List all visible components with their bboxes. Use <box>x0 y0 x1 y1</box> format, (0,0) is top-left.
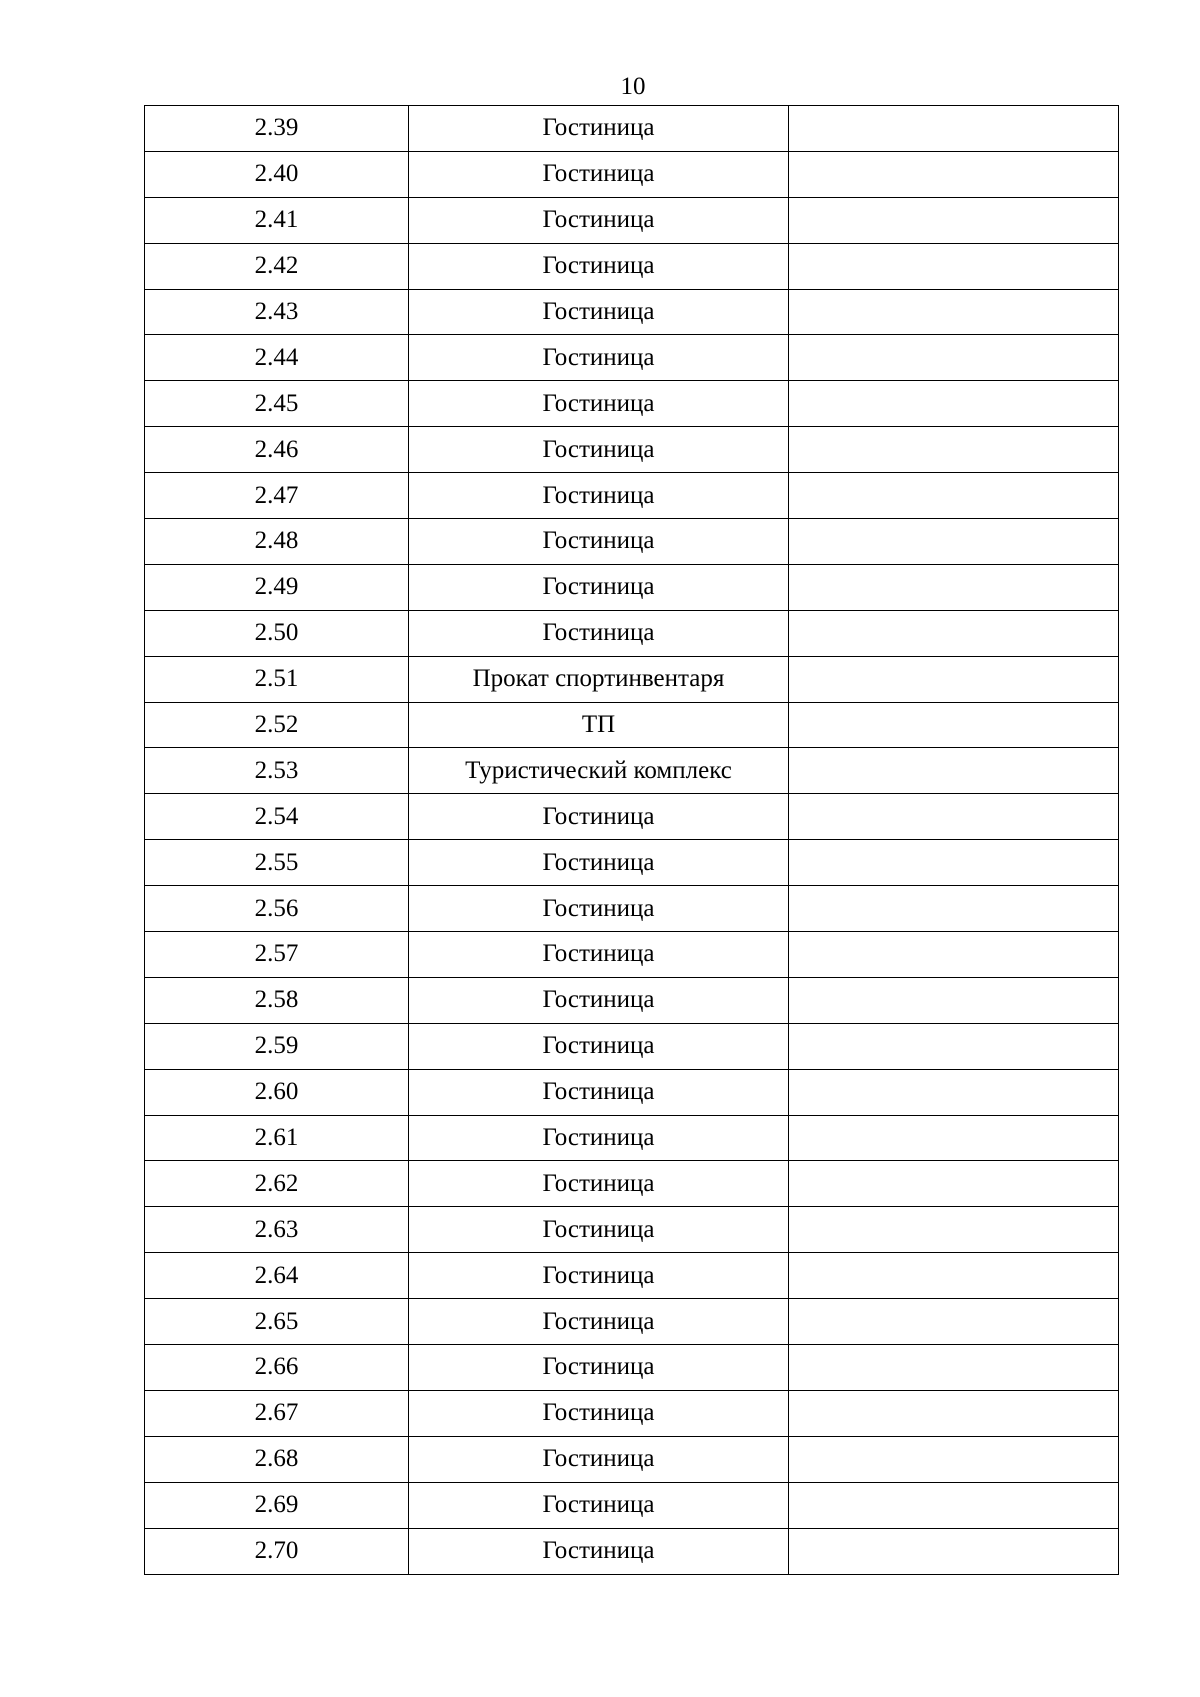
object-name-cell: Гостиница <box>409 289 789 335</box>
object-name-cell: Гостиница <box>409 1482 789 1528</box>
row-number-cell: 2.39 <box>145 106 409 152</box>
table-row <box>145 977 1119 1023</box>
table-row <box>145 1023 1119 1069</box>
object-name-cell: Гостиница <box>409 1299 789 1345</box>
table-row <box>145 702 1119 748</box>
empty-cell <box>789 1069 1119 1115</box>
table-row <box>145 335 1119 381</box>
table-row <box>145 1528 1119 1574</box>
table-row <box>145 564 1119 610</box>
row-number-cell: 2.49 <box>145 564 409 610</box>
object-name-cell: Гостиница <box>409 886 789 932</box>
row-number-cell: 2.53 <box>145 748 409 794</box>
empty-cell <box>789 564 1119 610</box>
empty-cell <box>789 610 1119 656</box>
object-name-cell: Гостиница <box>409 151 789 197</box>
registry-table <box>144 105 1119 1575</box>
object-name-cell: Гостиница <box>409 794 789 840</box>
empty-cell <box>789 656 1119 702</box>
table-row <box>145 840 1119 886</box>
row-number-cell: 2.48 <box>145 519 409 565</box>
row-number-cell: 2.45 <box>145 381 409 427</box>
table-row <box>145 1436 1119 1482</box>
table-row <box>145 932 1119 978</box>
row-number-cell: 2.64 <box>145 1253 409 1299</box>
object-name-cell: Прокат спортинвентаря <box>409 656 789 702</box>
row-number-cell: 2.67 <box>145 1390 409 1436</box>
object-name-cell: Гостиница <box>409 427 789 473</box>
object-name-cell: Гостиница <box>409 1023 789 1069</box>
row-number-cell: 2.56 <box>145 886 409 932</box>
row-number-cell: 2.41 <box>145 197 409 243</box>
row-number-cell: 2.43 <box>145 289 409 335</box>
empty-cell <box>789 1482 1119 1528</box>
object-name-cell: Гостиница <box>409 1528 789 1574</box>
table-row <box>145 381 1119 427</box>
table-row <box>145 473 1119 519</box>
object-name-cell: Гостиница <box>409 1161 789 1207</box>
empty-cell <box>789 197 1119 243</box>
row-number-cell: 2.68 <box>145 1436 409 1482</box>
empty-cell <box>789 932 1119 978</box>
object-name-cell: ТП <box>409 702 789 748</box>
empty-cell <box>789 702 1119 748</box>
row-number-cell: 2.44 <box>145 335 409 381</box>
object-name-cell: Гостиница <box>409 840 789 886</box>
table-row <box>145 748 1119 794</box>
row-number-cell: 2.58 <box>145 977 409 1023</box>
object-name-cell: Гостиница <box>409 106 789 152</box>
row-number-cell: 2.66 <box>145 1345 409 1391</box>
row-number-cell: 2.61 <box>145 1115 409 1161</box>
empty-cell <box>789 1436 1119 1482</box>
row-number-cell: 2.57 <box>145 932 409 978</box>
empty-cell <box>789 1253 1119 1299</box>
empty-cell <box>789 289 1119 335</box>
table-row <box>145 427 1119 473</box>
object-name-cell: Гостиница <box>409 197 789 243</box>
object-name-cell: Гостиница <box>409 932 789 978</box>
table-row <box>145 289 1119 335</box>
object-name-cell: Гостиница <box>409 564 789 610</box>
table-row <box>145 1115 1119 1161</box>
row-number-cell: 2.63 <box>145 1207 409 1253</box>
table-row <box>145 519 1119 565</box>
row-number-cell: 2.40 <box>145 151 409 197</box>
table-row <box>145 1253 1119 1299</box>
empty-cell <box>789 427 1119 473</box>
empty-cell <box>789 519 1119 565</box>
empty-cell <box>789 473 1119 519</box>
object-name-cell: Гостиница <box>409 1436 789 1482</box>
row-number-cell: 2.65 <box>145 1299 409 1345</box>
table-row <box>145 106 1119 152</box>
table-row <box>145 886 1119 932</box>
table-row <box>145 1207 1119 1253</box>
empty-cell <box>789 1023 1119 1069</box>
empty-cell <box>789 243 1119 289</box>
table-row <box>145 197 1119 243</box>
empty-cell <box>789 1528 1119 1574</box>
row-number-cell: 2.52 <box>145 702 409 748</box>
row-number-cell: 2.42 <box>145 243 409 289</box>
table-row <box>145 1299 1119 1345</box>
table-row <box>145 1482 1119 1528</box>
table-row <box>145 151 1119 197</box>
empty-cell <box>789 106 1119 152</box>
empty-cell <box>789 794 1119 840</box>
empty-cell <box>789 748 1119 794</box>
row-number-cell: 2.69 <box>145 1482 409 1528</box>
row-number-cell: 2.70 <box>145 1528 409 1574</box>
object-name-cell: Гостиница <box>409 1390 789 1436</box>
empty-cell <box>789 886 1119 932</box>
empty-cell <box>789 1345 1119 1391</box>
table-row <box>145 1069 1119 1115</box>
table-row <box>145 794 1119 840</box>
row-number-cell: 2.62 <box>145 1161 409 1207</box>
object-name-cell: Гостиница <box>409 1207 789 1253</box>
row-number-cell: 2.54 <box>145 794 409 840</box>
empty-cell <box>789 840 1119 886</box>
object-name-cell: Гостиница <box>409 473 789 519</box>
empty-cell <box>789 1161 1119 1207</box>
row-number-cell: 2.46 <box>145 427 409 473</box>
row-number-cell: 2.51 <box>145 656 409 702</box>
object-name-cell: Гостиница <box>409 519 789 565</box>
object-name-cell: Гостиница <box>409 1115 789 1161</box>
row-number-cell: 2.47 <box>145 473 409 519</box>
empty-cell <box>789 335 1119 381</box>
empty-cell <box>789 381 1119 427</box>
empty-cell <box>789 151 1119 197</box>
table-row <box>145 656 1119 702</box>
object-name-cell: Гостиница <box>409 610 789 656</box>
object-name-cell: Гостиница <box>409 243 789 289</box>
table-row <box>145 1161 1119 1207</box>
page-number: 10 <box>620 73 646 100</box>
row-number-cell: 2.60 <box>145 1069 409 1115</box>
object-name-cell: Гостиница <box>409 381 789 427</box>
table-row <box>145 243 1119 289</box>
row-number-cell: 2.59 <box>145 1023 409 1069</box>
empty-cell <box>789 1115 1119 1161</box>
table-body <box>145 106 1119 1575</box>
table-row <box>145 1345 1119 1391</box>
table-row <box>145 610 1119 656</box>
table-row <box>145 1390 1119 1436</box>
empty-cell <box>789 977 1119 1023</box>
object-name-cell: Гостиница <box>409 1345 789 1391</box>
row-number-cell: 2.50 <box>145 610 409 656</box>
object-name-cell: Туристический комплекс <box>409 748 789 794</box>
object-name-cell: Гостиница <box>409 1253 789 1299</box>
empty-cell <box>789 1299 1119 1345</box>
empty-cell <box>789 1207 1119 1253</box>
object-name-cell: Гостиница <box>409 335 789 381</box>
row-number-cell: 2.55 <box>145 840 409 886</box>
object-name-cell: Гостиница <box>409 1069 789 1115</box>
object-name-cell: Гостиница <box>409 977 789 1023</box>
empty-cell <box>789 1390 1119 1436</box>
